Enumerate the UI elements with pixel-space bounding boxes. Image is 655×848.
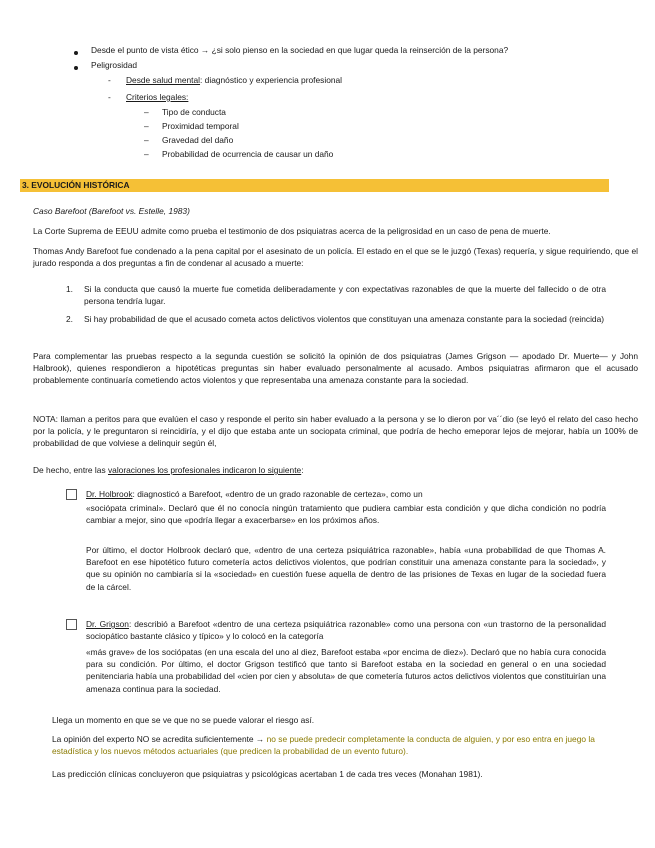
grigson-line1: : describió a Barefoot «dentro de una certeza psiquiátrica razonable» como una persona con «un trastorno de la personalidad sociopático bastante clásico y típico» y lo colocó en la categoría	[86, 619, 606, 642]
case-title: Caso Barefoot (Barefoot vs. Estelle, 1983)	[33, 206, 190, 216]
grigson-first-lines	[86, 618, 606, 642]
paragraph-riesgo: Llega un momento en que se ve que no se puede valorar el riesgo así.	[52, 715, 315, 725]
paragraph-barefoot: Thomas Andy Barefoot fue condenado a la pena capital por el asesinato de un policía. El estado en el que se le juzgó (Texas) requería, y sigue requiriendo, que el jurado responda a dos preguntas a fin de condenar al acusado a muerte:	[33, 246, 638, 269]
grigson-rest: «más grave» de los sociópatas (en una escala del uno al diez, Barefoot estaba «por encima de diez»). Declaró que no había cura conocida para su condición. Por último, el doctor Grigson testificó que tanto si Barefoot estaba en la sociedad en general o en una sociedad penitenciaria había una probabilidad del «cien por cien y absoluta» de que cometería futuros actos delictivos violentos que constituirían una amenaza continua para la sociedad.	[86, 647, 606, 694]
grigson-name: Dr. Grigson	[86, 619, 129, 629]
bullet-text-etico: Desde el punto de vista ético → ¿si solo pienso en la sociedad en que lugar queda la reinserción de la persona?	[91, 45, 509, 55]
checkbox-holbrook[interactable]	[66, 489, 77, 500]
holbrook-name: Dr. Holbrook	[86, 489, 133, 499]
intro-underlined: valoraciones los profesionales indicaron lo siguiente	[107, 465, 302, 475]
holbrook-first-line	[86, 488, 423, 500]
holbrook-line1: : diagnosticó a Barefoot, «dentro de un grado razonable de certeza», como un	[132, 489, 423, 499]
criterio-item: Proximidad temporal	[162, 121, 239, 131]
criterio-dash: –	[144, 135, 149, 145]
criterio-item: Gravedad del daño	[162, 135, 234, 145]
bullet-text-peligrosidad: Peligrosidad	[91, 60, 138, 70]
salud-mental-text: : diagnóstico y experiencia profesional	[200, 75, 343, 85]
sub-dash-2: -	[108, 92, 111, 102]
criterios-label-text: Criterios legales:	[126, 92, 189, 102]
criterio-item: Tipo de conducta	[162, 107, 226, 117]
criterios-label	[126, 91, 188, 103]
criterio-dash: –	[144, 121, 149, 131]
opinion-highlight: no se puede predecir completamente la conducta de alguien, y por eso entra en juego la estadística y los nuevos métodos actuariales (que predicen la probabilidad de un evento futuro).	[52, 734, 595, 757]
intro-pre: De hecho, entre las	[33, 465, 108, 475]
sub-item-salud-mental	[126, 74, 342, 86]
holbrook-rest: «sociópata criminal». Declaró que él no conocía ningún tratamiento que pudiera cambiar esta condición y que dicha condición no podría cambiar a mejor, sino que «podría llegar a exacerbarse» en los próximos años.	[86, 503, 606, 526]
intro-post: :	[301, 465, 304, 475]
holbrook-paragraph-2: Por último, el doctor Holbrook declaró que, «dentro de una certeza psiquiátrica razonable», había «una probabilidad de que Thomas A. Barefoot en ese hipotético futuro cometería actos delictivos violentos, que podrían constituir una amenaza constante para la sociedad», y que su opinión no cambiaría si la «sociedad» en cuestión fuese aquella de dentro de las prisiones de Texas en lugar de la sociedad fuera de la cárcel.	[86, 545, 606, 592]
bullet-icon	[74, 66, 78, 70]
checkbox-grigson[interactable]	[66, 619, 77, 630]
sub-dash-1: -	[108, 75, 111, 85]
paragraph-opinion-experto	[52, 733, 607, 757]
salud-mental-label: Desde salud mental	[126, 75, 201, 85]
paragraph-nota: NOTA: llaman a peritos para que evalúen el caso y responde el perito sin haber evaluado a la persona y se lo dieron por va´´dio (se leyó el relato del caso hecho por la policía, y le preguntaron si reincidiría, y el dijo que estaba ante un sociopata criminal, que podría de hecho emeporar lejos de mejorar, había un 100% de probabilidad de que volviese a delinquir según él,	[33, 414, 638, 449]
paragraph-predicciones: Las predicción clínicas concluyeron que psiquiatras y psicológicas acertaban 1 de cada tres veces (Monahan 1981).	[52, 769, 483, 779]
question-text: Si hay probabilidad de que el acusado cometa actos delictivos violentos que constituyan una amenaza constante para la sociedad (reincida)	[84, 314, 605, 324]
bullet-icon	[74, 51, 78, 55]
criterio-item: Probabilidad de ocurrencia de causar un daño	[162, 149, 334, 159]
paragraph-corte-suprema: La Corte Suprema de EEUU admite como prueba el testimonio de dos psiquiatras acerca de la peligrosidad en un caso de pena de muerte.	[33, 226, 551, 236]
question-number: 2.	[66, 314, 73, 324]
paragraph-valoraciones	[33, 464, 625, 476]
section-title: 3. EVOLUCIÓN HISTÓRICA	[22, 180, 130, 190]
opinion-pre: La opinión del experto NO se acredita suficientemente →	[52, 734, 267, 744]
criterio-dash: –	[144, 107, 149, 117]
section-header-band	[20, 179, 609, 192]
paragraph-psiquiatras: Para complementar las pruebas respecto a la segunda cuestión se solicitó la opinión de dos psiquiatras (James Grigson — apodado Dr. Muerte— y John Halbrook), quienes respondieron a hipotéticas preguntas sin haber evaluado personalmente al acusado. Ambos psiquiatras afirmaron que el acusado probablemente continuaría cometiendo actos violentos y que representaba una amenaza constante para la sociedad.	[33, 351, 638, 386]
question-number: 1.	[66, 284, 73, 294]
criterio-dash: –	[144, 149, 149, 159]
question-text: Si la conducta que causó la muerte fue cometida deliberadamente y con expectativas razonables de que la muerte del fallecido o de otra persona tendría lugar.	[84, 284, 606, 307]
